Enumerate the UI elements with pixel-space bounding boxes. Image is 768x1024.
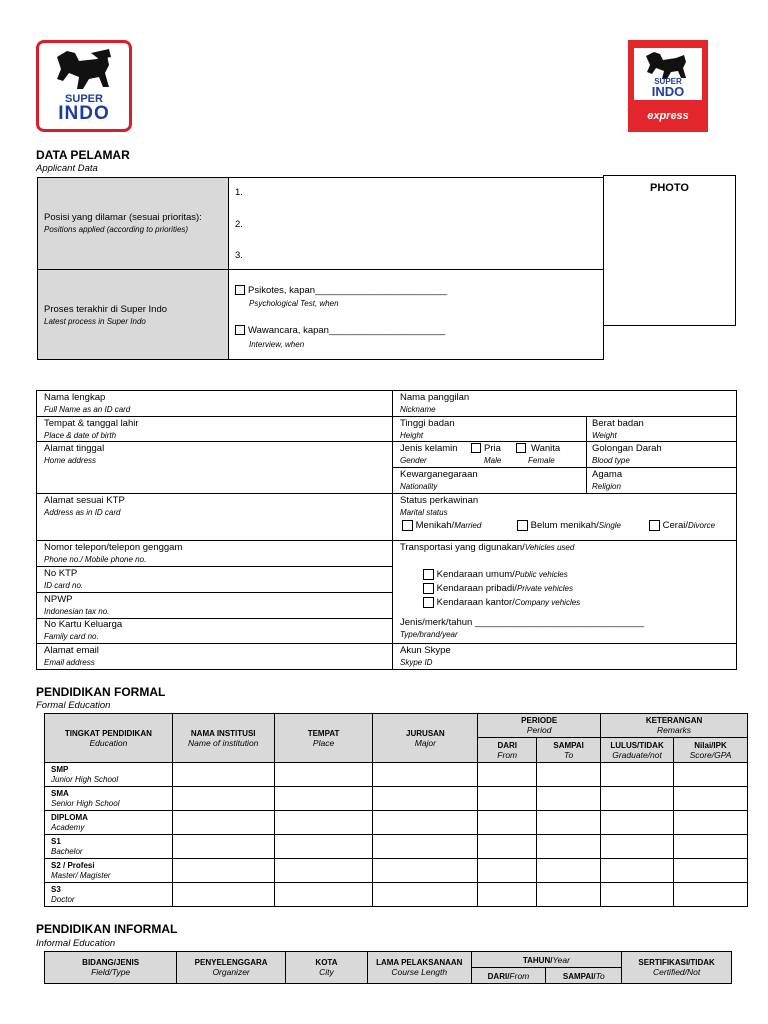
table-cell[interactable] <box>373 835 478 859</box>
male-sublabel: Male <box>484 456 502 465</box>
header-to-sublabel: To <box>564 749 574 760</box>
public-vehicle-sublabel: Public vehicles <box>514 570 568 580</box>
nationality-label: Kewarganegaraan <box>400 469 478 480</box>
table-cell[interactable] <box>537 787 601 811</box>
email-label: Alamat email <box>44 645 99 656</box>
header-major-label: JURUSAN <box>406 728 445 738</box>
married-checkbox[interactable] <box>402 520 413 531</box>
phone-label: Nomor telepon/telepon genggam <box>44 542 183 553</box>
position-2[interactable]: 2. <box>235 219 243 230</box>
process-label-cell <box>37 269 229 360</box>
header-certified-sublabel: Certified/Not <box>653 967 701 977</box>
table-cell[interactable] <box>674 835 748 859</box>
table-cell[interactable] <box>674 763 748 787</box>
private-vehicle-option[interactable] <box>423 583 573 594</box>
family-card-sublabel: Family card no. <box>44 632 99 641</box>
table-cell[interactable] <box>478 787 537 811</box>
marital-sublabel: Marital status <box>400 508 448 517</box>
header-field-label: BIDANG/JENIS <box>82 958 140 967</box>
transport-label-text: Transportasi yang digunakan/ <box>400 542 525 553</box>
transport-sublabel: Vehicles used <box>524 543 575 552</box>
table-cell[interactable] <box>537 859 601 883</box>
height-sublabel: Height <box>400 431 424 440</box>
divorce-checkbox[interactable] <box>649 520 660 531</box>
photo-label: PHOTO <box>650 182 689 194</box>
table-cell[interactable] <box>537 811 601 835</box>
table-cell[interactable] <box>373 859 478 883</box>
header-course-length-sublabel: Course Length <box>391 967 448 977</box>
position-1[interactable]: 1. <box>235 187 243 198</box>
header-graduate-sublabel: Graduate/not <box>612 749 662 760</box>
table-cell[interactable] <box>674 811 748 835</box>
weight-label: Berat badan <box>592 418 644 429</box>
table-cell[interactable] <box>274 787 373 811</box>
family-card-label: No Kartu Keluarga <box>44 619 123 630</box>
table-cell[interactable] <box>601 883 674 907</box>
table-row <box>45 835 748 859</box>
public-vehicle-option[interactable] <box>423 569 568 580</box>
wawancara-label: Wawancara, kapan______________________ <box>248 325 446 336</box>
table-cell[interactable] <box>478 883 537 907</box>
single-option[interactable] <box>517 520 621 531</box>
header-from-label: DARI/ <box>487 971 510 981</box>
wawancara-sublabel: Interview, when <box>249 340 305 349</box>
header-to-label: SAMPAI/ <box>562 971 596 981</box>
home-address-sublabel: Home address <box>44 456 97 465</box>
table-row <box>45 787 748 811</box>
header-place-sublabel: Place <box>312 737 335 748</box>
single-checkbox[interactable] <box>517 520 528 531</box>
applicant-title: DATA PELAMAR <box>36 148 130 162</box>
marital-label: Status perkawinan <box>400 495 479 506</box>
npwp-label: NPWP <box>44 594 73 605</box>
process-input-cell <box>228 269 604 360</box>
formal-education-table <box>44 713 748 907</box>
education-level-name: DIPLOMA <box>51 812 88 822</box>
position-3[interactable]: 3. <box>235 250 243 261</box>
education-level-cell <box>45 859 173 883</box>
table-cell[interactable] <box>274 763 373 787</box>
education-level-cell <box>45 763 173 787</box>
positions-label: Posisi yang dilamar (sesuai prioritas): <box>44 212 202 223</box>
private-vehicle-sublabel: Private vehicles <box>516 584 573 594</box>
informal-education-subtitle: Informal Education <box>36 938 116 949</box>
header-institution-label: NAMA INSTITUSI <box>190 728 256 738</box>
informal-education-table <box>44 951 732 984</box>
single-sublabel: Single <box>598 521 622 531</box>
company-vehicle-option[interactable] <box>423 597 580 608</box>
header-major-sublabel: Major <box>414 737 436 748</box>
education-level-name: S3 <box>51 884 61 894</box>
header-field-sublabel: Field/Type <box>91 967 131 977</box>
process-sublabel: Latest process in Super Indo <box>44 317 146 326</box>
logo2-text-indo: INDO <box>651 84 685 99</box>
male-checkbox[interactable] <box>471 443 481 453</box>
header-to-label: SAMPAI <box>553 740 584 750</box>
table-cell[interactable] <box>478 835 537 859</box>
married-sublabel: Married <box>454 521 482 531</box>
ktp-address-label: Alamat sesuai KTP <box>44 495 125 506</box>
header-city-label: KOTA <box>315 958 338 967</box>
header-place-label: TEMPAT <box>307 728 340 738</box>
header-remarks-label: KETERANGAN <box>645 716 703 725</box>
header-remarks-sublabel: Remarks <box>657 725 692 735</box>
table-cell[interactable] <box>478 763 537 787</box>
header-from <box>478 738 537 763</box>
header-field <box>45 952 177 984</box>
vehicle-type-label[interactable]: Jenis/merk/tahun ________________________________ <box>400 617 645 628</box>
table-cell[interactable] <box>373 883 478 907</box>
header-from-label: DARI <box>497 740 517 750</box>
applicant-subtitle: Applicant Data <box>36 163 98 174</box>
blood-type-label: Golongan Darah <box>592 443 662 454</box>
female-label: Wanita <box>531 443 561 454</box>
table-cell[interactable] <box>601 811 674 835</box>
header-certified <box>622 952 732 984</box>
height-label: Tinggi badan <box>400 418 455 429</box>
table-cell[interactable] <box>478 859 537 883</box>
table-cell[interactable] <box>674 859 748 883</box>
nickname-label: Nama panggilan <box>400 392 470 403</box>
email-sublabel: Email address <box>44 658 95 667</box>
table-cell[interactable] <box>601 763 674 787</box>
married-label: Menikah/ <box>415 520 455 532</box>
header-score <box>674 738 748 763</box>
weight-sublabel: Weight <box>592 431 617 440</box>
vehicle-type-sublabel: Type/brand/year <box>400 630 458 639</box>
public-vehicle-label: Kendaraan umum/ <box>436 569 515 581</box>
header-institution-sublabel: Name of institution <box>188 737 259 748</box>
table-cell[interactable] <box>172 763 274 787</box>
super-indo-logo <box>36 40 132 132</box>
ktp-label: No KTP <box>44 568 78 579</box>
photo-box[interactable] <box>603 175 736 326</box>
header-certified-label: SERTIFIKASI/TIDAK <box>638 958 715 967</box>
logo2-text-super: SUPER <box>654 77 682 86</box>
table-cell[interactable] <box>601 787 674 811</box>
header-remarks <box>601 714 748 738</box>
header-period <box>478 714 601 738</box>
header-organizer-label: PENYELENGGARA <box>194 958 268 967</box>
header-from-sublabel: From <box>497 749 518 760</box>
married-option[interactable] <box>402 520 481 531</box>
single-label: Belum menikah/ <box>530 520 599 532</box>
header-institution <box>172 714 274 763</box>
private-vehicle-label: Kendaraan pribadi/ <box>436 583 517 595</box>
table-cell[interactable] <box>601 835 674 859</box>
psikotes-label: Psikotes, kapan_________________________ <box>248 285 448 296</box>
education-level-sub: Master/ Magister <box>51 870 111 880</box>
ktp-sublabel: ID card no. <box>44 581 84 590</box>
education-level-name: SMA <box>51 788 69 798</box>
divorce-sublabel: Divorce <box>687 521 716 531</box>
table-row <box>45 883 748 907</box>
formal-education-subtitle: Formal Education <box>36 700 111 711</box>
header-organizer-sublabel: Organizer <box>212 967 250 977</box>
religion-label: Agama <box>592 469 623 480</box>
table-cell[interactable] <box>274 811 373 835</box>
divorce-option[interactable] <box>649 520 715 531</box>
company-vehicle-sublabel: Company vehicles <box>514 598 581 608</box>
header-to <box>537 738 601 763</box>
transport-label <box>400 542 574 553</box>
female-sublabel: Female <box>528 456 555 465</box>
header-period-label: PERIODE <box>521 716 558 725</box>
psikotes-sublabel: Psychological Test, when <box>249 299 339 308</box>
header-course-length-label: LAMA PELAKSANAAN <box>376 958 463 967</box>
header-education-level-label: TINGKAT PENDIDIKAN <box>64 728 152 738</box>
education-level-cell <box>45 835 173 859</box>
table-cell[interactable] <box>172 811 274 835</box>
home-address-label: Alamat tinggal <box>44 443 105 454</box>
table-cell[interactable] <box>537 835 601 859</box>
table-cell[interactable] <box>373 763 478 787</box>
header-organizer <box>177 952 286 984</box>
skype-sublabel: Skype ID <box>400 658 433 667</box>
logo-text-indo: INDO <box>58 103 110 124</box>
wawancara-checkbox[interactable] <box>235 325 245 335</box>
personal-data-table <box>36 390 737 670</box>
positions-label-cell <box>37 177 229 270</box>
birth-sublabel: Place & date of birth <box>44 431 117 440</box>
table-row <box>45 763 748 787</box>
public-vehicle-checkbox[interactable] <box>423 569 434 580</box>
nickname-sublabel: Nickname <box>400 405 436 414</box>
header-graduate-label: LULUS/TIDAK <box>610 740 664 750</box>
header-education-level <box>45 714 173 763</box>
psikotes-checkbox[interactable] <box>235 285 245 295</box>
header-from-sublabel: From <box>509 970 530 981</box>
header-place <box>274 714 373 763</box>
table-cell[interactable] <box>274 835 373 859</box>
header-education-level-sublabel: Education <box>89 737 128 748</box>
blood-type-sublabel: Blood type <box>592 456 630 465</box>
table-cell[interactable] <box>172 883 274 907</box>
header-from <box>471 968 546 984</box>
header-year-sublabel: Year <box>552 954 570 965</box>
header-major <box>373 714 478 763</box>
table-cell[interactable] <box>274 859 373 883</box>
logo2-text-express: express <box>647 110 689 122</box>
education-level-cell <box>45 811 173 835</box>
header-city <box>285 952 367 984</box>
informal-education-title: PENDIDIKAN INFORMAL <box>36 922 178 936</box>
education-level-name: SMP <box>51 764 69 774</box>
process-label: Proses terakhir di Super Indo <box>44 304 168 315</box>
header-city-sublabel: City <box>319 967 334 977</box>
company-vehicle-checkbox[interactable] <box>423 597 434 608</box>
education-level-name: S1 <box>51 836 61 846</box>
table-cell[interactable] <box>373 811 478 835</box>
header-year <box>471 952 622 968</box>
table-cell[interactable] <box>537 763 601 787</box>
header-period-sublabel: Period <box>526 725 552 735</box>
education-level-cell <box>45 787 173 811</box>
divorce-label: Cerai/ <box>662 520 688 532</box>
nationality-sublabel: Nationality <box>400 482 438 491</box>
positions-sublabel: Positions applied (according to priorities) <box>44 225 189 234</box>
gender-label: Jenis kelamin <box>400 443 458 454</box>
education-level-sub: Bachelor <box>51 846 83 856</box>
table-cell[interactable] <box>172 859 274 883</box>
education-level-sub: Senior High School <box>51 798 120 808</box>
birth-label: Tempat & tanggal lahir <box>44 418 139 429</box>
company-vehicle-label: Kendaraan kantor/ <box>436 597 515 609</box>
phone-sublabel: Phone no./ Mobile phone no. <box>44 555 147 564</box>
table-cell[interactable] <box>537 883 601 907</box>
wawancara-option[interactable] <box>235 325 445 336</box>
male-label: Pria <box>484 443 501 454</box>
female-checkbox[interactable] <box>516 443 526 453</box>
header-course-length <box>367 952 471 984</box>
education-level-name: S2 / Profesi <box>51 860 95 870</box>
table-cell[interactable] <box>373 787 478 811</box>
psikotes-option[interactable] <box>235 285 447 296</box>
header-graduate <box>601 738 674 763</box>
skype-label: Akun Skype <box>400 645 451 656</box>
table-cell[interactable] <box>478 811 537 835</box>
header-score-sublabel: Score/GPA <box>689 749 732 760</box>
gender-male-option[interactable] <box>471 443 501 454</box>
positions-input-cell[interactable] <box>228 177 604 270</box>
education-level-sub: Doctor <box>51 894 75 904</box>
super-indo-express-logo <box>628 40 708 132</box>
table-row <box>45 859 748 883</box>
table-cell[interactable] <box>172 835 274 859</box>
header-to <box>546 968 622 984</box>
education-level-sub: Academy <box>51 822 85 832</box>
header-year-label: TAHUN/ <box>522 955 553 965</box>
npwp-sublabel: Indonesian tax no. <box>44 607 110 616</box>
private-vehicle-checkbox[interactable] <box>423 583 434 594</box>
formal-education-title: PENDIDIKAN FORMAL <box>36 685 166 699</box>
education-level-sub: Junior High School <box>51 774 119 784</box>
header-score-label: Nilai/IPK <box>694 740 727 750</box>
table-cell[interactable] <box>274 883 373 907</box>
religion-sublabel: Religion <box>592 482 621 491</box>
table-cell[interactable] <box>601 859 674 883</box>
education-level-cell <box>45 883 173 907</box>
logo-text-super: SUPER <box>65 93 103 105</box>
table-cell[interactable] <box>172 787 274 811</box>
full-name-sublabel: Full Name as an ID card <box>44 405 131 414</box>
header-to-sublabel: To <box>595 970 605 981</box>
table-cell[interactable] <box>674 787 748 811</box>
table-cell[interactable] <box>674 883 748 907</box>
gender-female-option[interactable] <box>516 443 560 454</box>
full-name-label: Nama lengkap <box>44 392 106 403</box>
gender-sublabel: Gender <box>400 456 427 465</box>
table-row <box>45 811 748 835</box>
ktp-address-sublabel: Address as in ID card <box>44 508 121 517</box>
